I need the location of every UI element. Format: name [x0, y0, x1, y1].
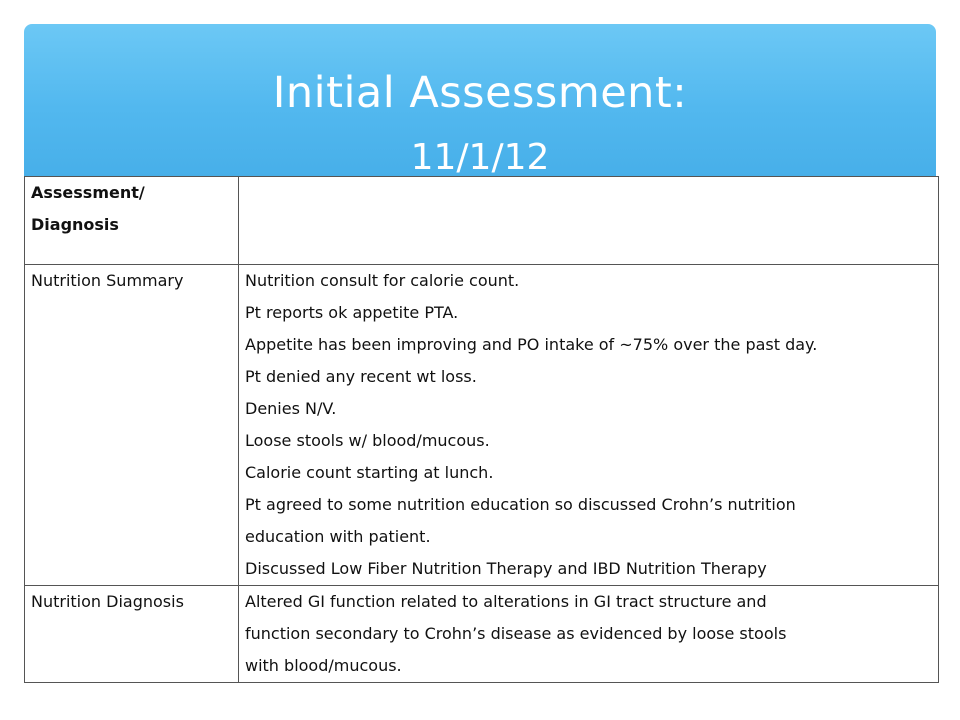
diagnosis-line: function secondary to Crohn’s disease as evidenced by loose stools — [245, 624, 787, 643]
summary-line: Denies N/V. — [245, 399, 337, 418]
table-header-row — [25, 177, 939, 265]
summary-line: education with patient. — [245, 527, 431, 546]
nutrition-diagnosis-row — [25, 586, 939, 683]
slide-subtitle-date: 11/1/12 — [410, 137, 550, 178]
nutrition-summary-value — [239, 265, 939, 586]
nutrition-diagnosis-value — [239, 586, 939, 683]
summary-line: Calorie count starting at lunch. — [245, 463, 494, 482]
summary-line: Pt reports ok appetite PTA. — [245, 303, 459, 322]
summary-line: Loose stools w/ blood/mucous. — [245, 431, 490, 450]
summary-line: Pt agreed to some nutrition education so discussed Crohn’s nutrition — [245, 495, 796, 514]
diagnosis-line: Altered GI function related to alterations in GI tract structure and — [245, 592, 767, 611]
header-label-line2: Diagnosis — [31, 215, 119, 234]
header-label-line1: Assessment/ — [31, 183, 145, 202]
header-value-cell — [239, 177, 939, 265]
slide-title-banner — [24, 24, 936, 177]
nutrition-summary-row — [25, 265, 939, 586]
diagnosis-line: with blood/mucous. — [245, 656, 402, 675]
header-label-cell — [25, 177, 239, 265]
assessment-table — [24, 176, 939, 683]
summary-line: Discussed Low Fiber Nutrition Therapy and IBD Nutrition Therapy — [245, 559, 767, 578]
summary-line: Pt denied any recent wt loss. — [245, 367, 477, 386]
nutrition-summary-label: Nutrition Summary — [25, 265, 239, 586]
slide-title: Initial Assessment: — [272, 68, 688, 118]
nutrition-diagnosis-label: Nutrition Diagnosis — [25, 586, 239, 683]
summary-line: Nutrition consult for calorie count. — [245, 271, 520, 290]
summary-line: Appetite has been improving and PO intake of ~75% over the past day. — [245, 335, 818, 354]
